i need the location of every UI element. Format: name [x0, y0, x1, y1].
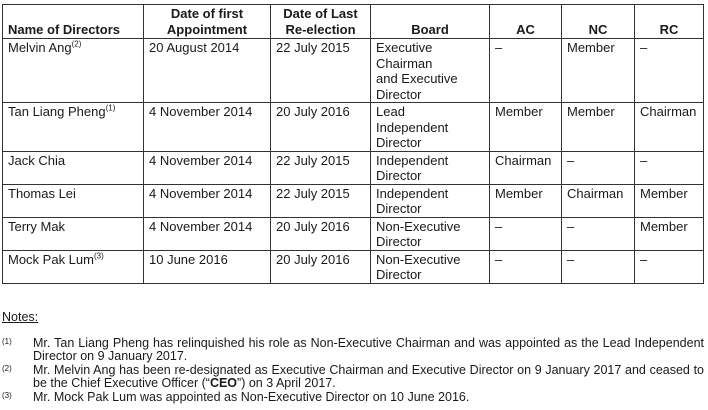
last-reelection-date: 22 July 2015: [271, 39, 371, 103]
nc-role: Member: [562, 103, 635, 152]
header-name: Name of Directors: [3, 5, 144, 39]
director-name: Jack Chia: [3, 151, 144, 184]
ceo-abbreviation: CEO: [209, 376, 238, 390]
rc-role: Chairman: [635, 103, 704, 152]
header-first-appointment: Date of first Appointment: [144, 5, 271, 39]
rc-role: Member: [635, 184, 704, 217]
note-item: [2, 337, 704, 364]
table-row: [3, 250, 704, 283]
last-reelection-date: 22 July 2015: [271, 184, 371, 217]
note-text: Mr. Melvin Ang has been re-designated as Executive Chairman and Executive Director on 9 January 2017 and ceased to be the Chief Executive Officer (“CEO”) on 3 April 2017.: [33, 362, 704, 390]
nc-role: –: [562, 151, 635, 184]
notes-title: Notes:: [2, 310, 39, 324]
note-marker: (3): [2, 390, 12, 400]
nc-role: Chairman: [562, 184, 635, 217]
rc-role: –: [635, 250, 704, 283]
notes-section: [2, 311, 704, 404]
board-role: Non-Executive Director: [371, 217, 490, 250]
note-marker: (2): [2, 363, 12, 373]
director-name: Melvin Ang$^{(2)}$: [3, 39, 144, 103]
note-text: Mr. Tan Liang Pheng has relinquished his role as Non-Executive Chairman and was appointed as the Lead Independent Director on 9 January 2017.: [33, 335, 704, 363]
header-board: Board: [371, 5, 490, 39]
director-name: Terry Mak: [3, 217, 144, 250]
first-appointment-date: 4 November 2014: [144, 103, 271, 152]
table-row: [3, 39, 704, 103]
ac-role: Member: [490, 103, 562, 152]
header-rc: RC: [635, 5, 704, 39]
ac-role: Chairman: [490, 151, 562, 184]
header-nc: NC: [562, 5, 635, 39]
board-role: Executive Chairman and Executive Director: [371, 39, 490, 103]
first-appointment-date: 10 June 2016: [144, 250, 271, 283]
table-row: [3, 151, 704, 184]
director-name: Mock Pak Lum$^{(3)}$: [3, 250, 144, 283]
last-reelection-date: 22 July 2015: [271, 151, 371, 184]
footnote-ref: (1): [105, 103, 116, 113]
rc-role: –: [635, 151, 704, 184]
first-appointment-date: 4 November 2014: [144, 184, 271, 217]
director-name: Thomas Lei: [3, 184, 144, 217]
first-appointment-date: 4 November 2014: [144, 217, 271, 250]
note-item: [2, 364, 704, 391]
last-reelection-date: 20 July 2016: [271, 217, 371, 250]
header-ac: AC: [490, 5, 562, 39]
board-role: Independent Director: [371, 151, 490, 184]
footnote-ref: (3): [93, 251, 104, 261]
board-role: Lead Independent Director: [371, 103, 490, 152]
last-reelection-date: 20 July 2016: [271, 103, 371, 152]
board-role: Non-Executive Director: [371, 250, 490, 283]
nc-role: Member: [562, 39, 635, 103]
note-text: Mr. Mock Pak Lum was appointed as Non-Executive Director on 10 June 2016.: [33, 389, 470, 404]
first-appointment-date: 20 August 2014: [144, 39, 271, 103]
nc-role: –: [562, 217, 635, 250]
nc-role: –: [562, 250, 635, 283]
table-header-row: [3, 5, 704, 39]
rc-role: Member: [635, 217, 704, 250]
director-name: Tan Liang Pheng$^{(1)}$: [3, 103, 144, 152]
ac-role: –: [490, 39, 562, 103]
footnote-ref: (2): [71, 39, 82, 49]
table-row: [3, 217, 704, 250]
ac-role: Member: [490, 184, 562, 217]
last-reelection-date: 20 July 2016: [271, 250, 371, 283]
first-appointment-date: 4 November 2014: [144, 151, 271, 184]
table-row: [3, 103, 704, 152]
board-role: Independent Director: [371, 184, 490, 217]
ac-role: –: [490, 217, 562, 250]
table-row: [3, 184, 704, 217]
rc-role: –: [635, 39, 704, 103]
directors-table: [2, 4, 704, 284]
ac-role: –: [490, 250, 562, 283]
note-marker: (1): [2, 336, 12, 346]
note-item: [2, 391, 704, 405]
header-last-reelection: Date of Last Re-election: [271, 5, 371, 39]
